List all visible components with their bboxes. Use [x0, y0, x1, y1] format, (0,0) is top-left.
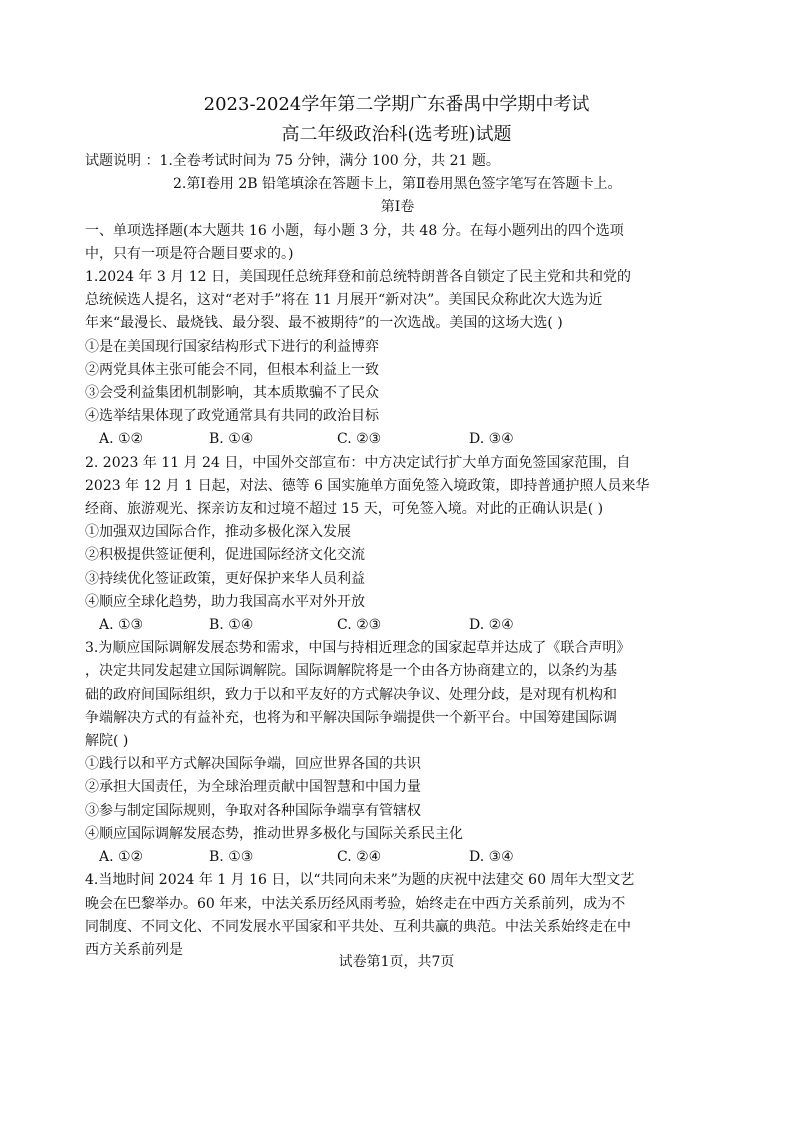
option-c: C. ②④: [337, 849, 382, 866]
answer-options: [85, 428, 710, 451]
instructions-line-2: 2.第Ⅰ卷用 2B 铅笔填涂在答题卡上，第Ⅱ卷用黑色签字笔写在答题卡上。: [173, 176, 622, 193]
question-stem-line: 3.为顺应国际调解发展态势和需求，中国与持相近理念的国家起草并达成了《联合声明》: [85, 640, 631, 657]
page-footer: 试卷第1页，共7页: [338, 954, 455, 970]
statement: ②承担大国责任，为全球治理贡献中国智慧和中国力量: [85, 779, 421, 796]
option-d: D. ③④: [469, 431, 514, 448]
question-stem-line: 2. 2023 年 11 月 24 日，中国外交部宣布：中方决定试行扩大单方面免签国家范围，自: [85, 454, 631, 471]
option-b: B. ①④: [209, 617, 254, 634]
statement: ①践行以和平方式解决国际争端，回应世界各国的共识: [85, 756, 421, 773]
question-stem-line: 争端解决方式的有益补充，也将为和平解决国际争端提供一个新平台。中国筹建国际调: [85, 709, 617, 726]
option-b: B. ①④: [209, 431, 254, 448]
exam-title: 2023-2024学年第二学期广东番禺中学期中考试: [203, 94, 590, 115]
statement: ④顺应国际调解发展态势，推动世界多极化与国际关系民主化: [85, 825, 463, 842]
instructions-line-1: 试题说明 ：1.全卷考试时间为 75 分钟，满分 100 分，共 21 题。: [85, 153, 500, 169]
question-stem-line: 2023 年 12 月 1 日起，对法、德等 6 国实施单方面免签入境政策，即持普通护照人员来华: [85, 477, 650, 494]
question-stem-line: 年来“最漫长、最烧钱、最分裂、最不被期待”的一次选战。美国的这场大选( ): [85, 315, 563, 332]
question-stem-line: ，决定共同发起建立国际调解院。国际调解院将是一个由各方协商建立的，以条约为基: [85, 663, 617, 680]
question-stem-line: 西方关系前列是: [85, 941, 183, 958]
volume-heading: 第Ⅰ卷: [380, 199, 415, 216]
question-stem-line: 1.2024 年 3 月 12 日，美国现任总统拜登和前总统特朗普各自锁定了民主党和共和党的: [85, 269, 631, 286]
option-a: A. ①②: [99, 849, 144, 866]
statement: ①是在美国现行国家结构形式下进行的利益博弈: [85, 338, 379, 355]
statement: ③会受利益集团机制影响，其本质欺骗不了民众: [85, 385, 379, 402]
option-a: A. ①②: [99, 431, 144, 448]
statement: ④选举结果体现了政党通常具有共同的政治目标: [85, 408, 379, 425]
option-d: D. ③④: [469, 849, 514, 866]
section-heading-line-1: 一、单项选择题(本大题共 16 小题，每小题 3 分，共 48 分。在每小题列出的四个选项: [85, 222, 624, 239]
question-stem-line: 同制度、不同文化、不同发展水平国家和平共处、互利共赢的典范。中法关系始终走在中: [85, 918, 631, 935]
statement: ②积极提供签证便利，促进国际经济文化交流: [85, 547, 365, 564]
question-4: [85, 869, 710, 962]
option-c: C. ②③: [337, 431, 382, 448]
statement: ③持续优化签证政策，更好保护来华人员利益: [85, 570, 365, 587]
statement: ①加强双边国际合作，推动多极化深入发展: [85, 524, 351, 541]
question-3: [85, 637, 710, 869]
question-stem-line: 础的政府间国际组织，致力于以和平友好的方式解决争议、处理分歧，是对现有机构和: [85, 686, 617, 703]
statement: ④顺应全球化趋势，助力我国高水平对外开放: [85, 593, 365, 610]
exam-body: [85, 150, 710, 962]
option-c: C. ②③: [337, 617, 382, 634]
answer-options: [85, 614, 710, 637]
exam-subtitle: 高二年级政治科(选考班)试题: [281, 124, 512, 145]
question-2: [85, 452, 710, 638]
question-stem-line: 4.当地时间 2024 年 1 月 16 日，以“共同向未来”为题的庆祝中法建交 60 周年大型文艺: [85, 872, 635, 889]
question-1: [85, 266, 710, 452]
option-d: D. ②④: [469, 617, 514, 634]
question-stem-line: 解院( ): [85, 733, 129, 750]
section-heading-line-2: 中，只有一项是符合题目要求的。): [85, 245, 294, 262]
statement: ②两党具体主张可能会不同，但根本利益上一致: [85, 361, 379, 378]
question-stem-line: 晚会在巴黎举办。60 年来，中法关系历经风雨考验，始终走在中西方关系前列，成为不: [85, 895, 626, 912]
question-stem-line: 经商、旅游观光、探亲访友和过境不超过 15 天，可免签入境。对此的正确认识是( ): [85, 501, 604, 518]
statement: ③参与制定国际规则，争取对各种国际争端享有管辖权: [85, 802, 421, 819]
option-a: A. ①③: [99, 617, 144, 634]
option-b: B. ①③: [209, 849, 254, 866]
answer-options: [85, 846, 710, 869]
question-stem-line: 总统候选人提名，这对“老对手”将在 11 月展开“新对决”。美国民众称此次大选为近: [85, 292, 603, 309]
